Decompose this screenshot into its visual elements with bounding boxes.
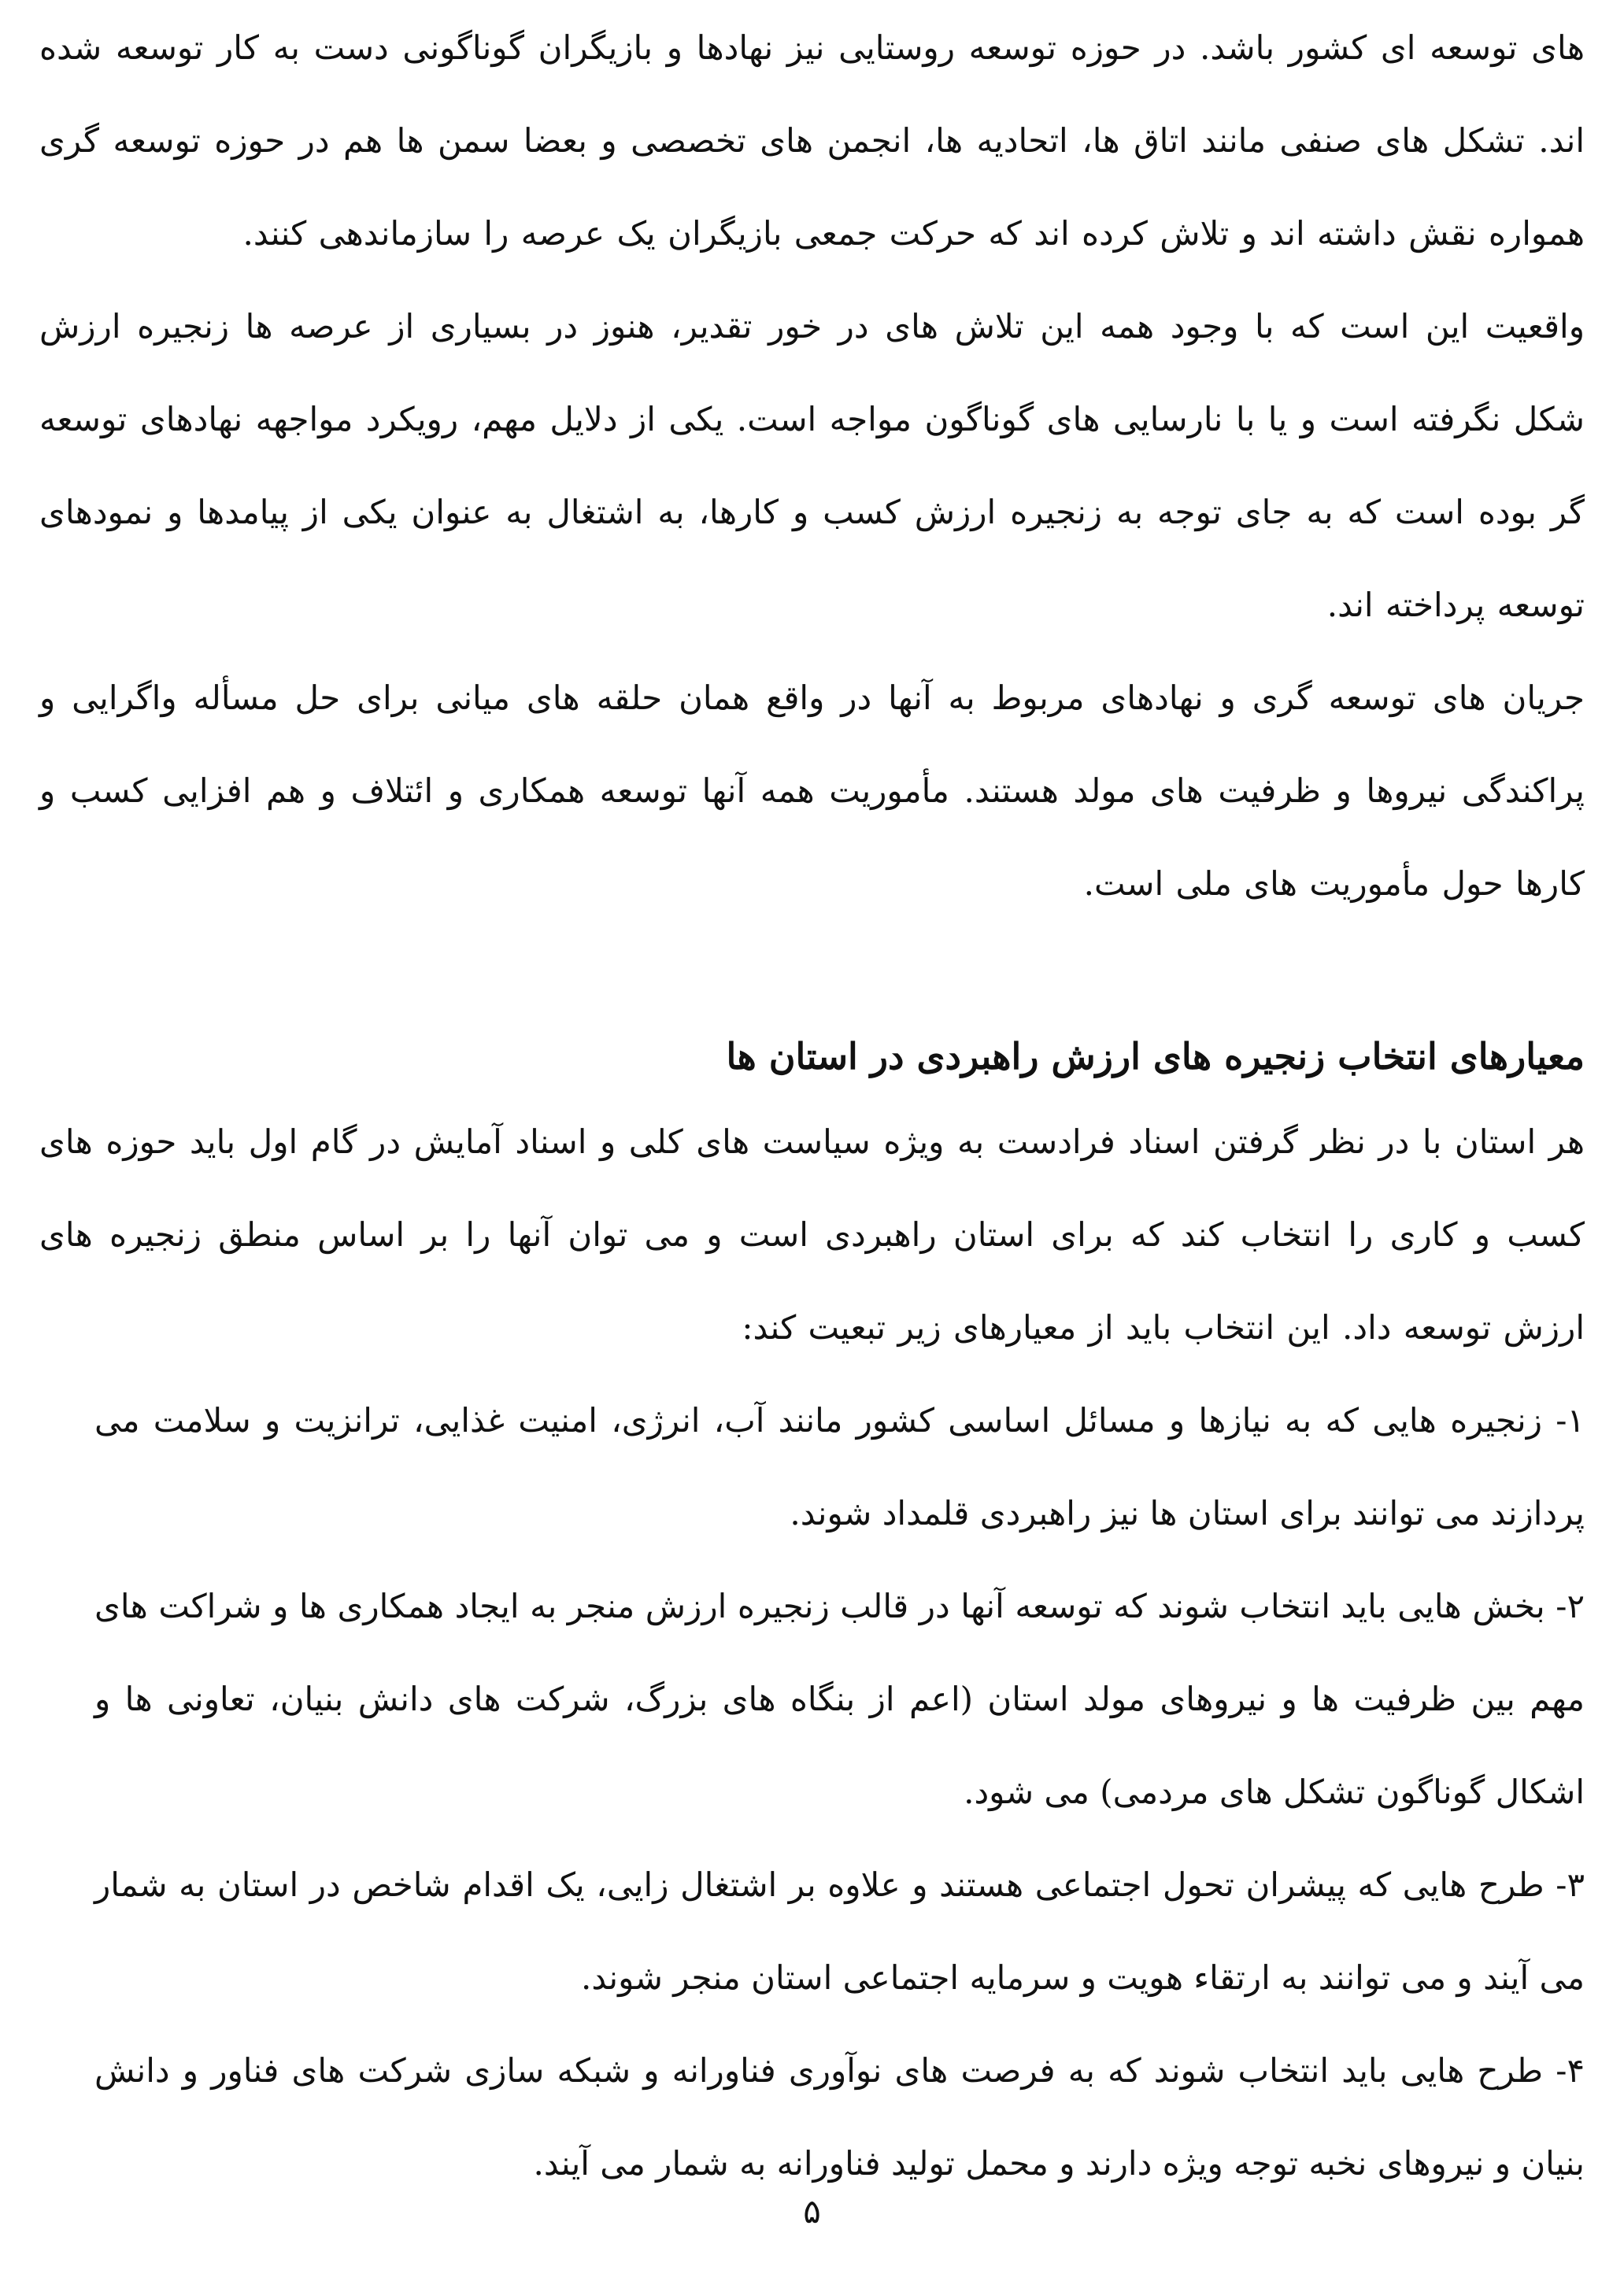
body-paragraph-3: جریان های توسعه گری و نهادهای مربوط به آنها در واقع همان حلقه های میانی برای حل مسأله واگرایی و پراکندگی نیروها و ظرفیت های مولد هستند. مأموریت همه آنها توسعه همکاری و ائتلاف و هم افزایی کسب و کارها حول مأموریت های ملی است. [39,678,1585,903]
criteria-item-1: ۱- زنجیره هایی که به نیازها و مسائل اساسی کشور مانند آب، انرژی، امنیت غذایی، ترانزیت و سلامت می پردازند می توانند برای استان ها نیز راهبردی قلمداد شوند. [94,1401,1585,1532]
body-paragraph-2: واقعیت این است که با وجود همه این تلاش های در خور تقدیر، هنوز در بسیاری از عرصه ها زنجیره ارزش شکل نگرفته است و یا با نارسایی های گوناگون مواجه است. یکی از دلایل مهم، رویکرد مواجهه نهادهای توسعه گر بوده است که به جای توجه به زنجیره ارزش کسب و کارها، به اشتغال به عنوان یکی از پیامدها و نمودهای توسعه پرداخته اند. [39,307,1585,624]
criteria-item-3: ۳- طرح هایی که پیشران تحول اجتماعی هستند و علاوه بر اشتغال زایی، یک اقدام شاخص در استان به شمار می آیند و می توانند به ارتقاء هویت و سرمایه اجتماعی استان منجر شوند. [94,1865,1585,1997]
criteria-list [39,1374,1585,2210]
page-number: ۵ [803,2192,821,2231]
section-heading: معیارهای انتخاب زنجیره های ارزش راهبردی در استان ها [726,1035,1585,1078]
body-paragraph-1: های توسعه ای کشور باشد. در حوزه توسعه روستایی نیز نهادها و بازیگران گوناگونی دست به کار توسعه شده اند. تشکل های صنفی مانند اتاق ها، اتحادیه ها، انجمن های تخصصی و بعضا سمن ها هم در حوزه توسعه گری همواره نقش داشته اند و تلاش کرده اند که حرکت جمعی بازیگران یک عرصه را سازماندهی کنند. [39,28,1585,253]
criteria-item-4: ۴- طرح هایی باید انتخاب شوند که به فرصت های نوآوری فناورانه و شبکه سازی شرکت های فناور و دانش بنیان و نیروهای نخبه توجه ویژه دارند و محمل تولید فناورانه به شمار می آیند. [94,2051,1585,2183]
criteria-item-2: ۲- بخش هایی باید انتخاب شوند که توسعه آنها در قالب زنجیره ارزش منجر به ایجاد همکاری ها و شراکت های مهم بین ظرفیت ها و نیروهای مولد استان (اعم از بنگاه های بزرگ، شرکت های دانش بنیان، تعاونی ها و اشکال گوناگون تشکل های مردمی) می شود. [94,1587,1585,1811]
section-intro: هر استان با در نظر گرفتن اسناد فرادست به ویژه سیاست های کلی و اسناد آمایش در گام اول باید حوزه های کسب و کاری را انتخاب کند که برای استان راهبردی است و می توان آنها را بر اساس منطق زنجیره های ارزش توسعه داد. این انتخاب باید از معیارهای زیر تبعیت کند: [39,1122,1585,1347]
document-page [39,0,1585,2270]
